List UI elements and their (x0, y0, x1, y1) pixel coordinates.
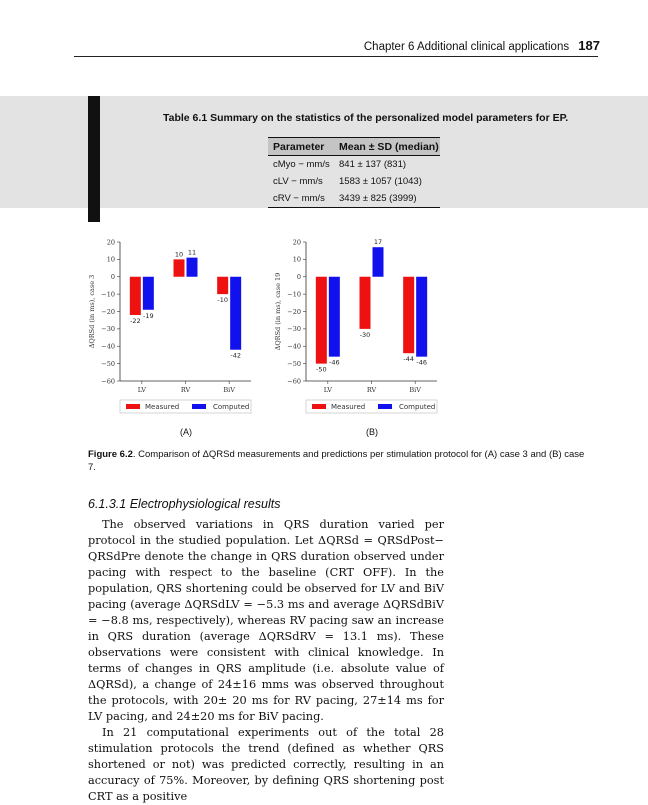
x-tick-label: BiV (409, 386, 421, 394)
paragraph: The observed variations in QRS duration varied per protocol in the studied population. Let ΔQRSd = QRSdPost− QRSdPre denote the change in QRS duration observed under pacing with respect to the baseline (CRT OFF). In the population, QRS shortening could be observed for LV and BiV pacing (average ΔQRSdLV = −5.3 ms and average ΔQRSdBiV = −8.8 ms, respectively), whereas RV pacing saw an increase in QRS duration (average ΔQRSdRV = 13.1 ms). These observations were consistent with clinical knowledge. In terms of changes in QRS amplitude (i.e. absolute value of ΔQRSd), a change of 24±16 mms was observed throughout the protocols, with 20± 20 ms for RV pacing, 27±14 ms for LV pacing, and 24±20 ms for BiV pacing. (88, 518, 444, 723)
figure-caption (88, 448, 588, 474)
panel-label: (A) (180, 427, 192, 437)
bar-computed (329, 277, 340, 357)
y-tick-label: 10 (106, 255, 115, 264)
x-tick-label: BiV (223, 386, 235, 394)
bar-computed (187, 258, 198, 277)
x-tick-label: RV (366, 386, 377, 394)
y-tick-label: −40 (101, 342, 115, 351)
x-tick-label: LV (137, 386, 146, 394)
table-caption: Table 6.1 Summary on the statistics of the personalized model parameters for EP. (163, 112, 569, 124)
data-label: -44 (403, 355, 414, 364)
table-cell-param: cRV − mm/s (273, 193, 325, 204)
y-tick-label: −50 (287, 359, 301, 368)
y-tick-label: −30 (287, 325, 301, 334)
legend-label-measured: Measured (331, 403, 366, 412)
data-label: 17 (373, 238, 383, 247)
legend-swatch-measured (312, 404, 326, 409)
y-tick-label: −60 (287, 377, 301, 386)
panel-label: (B) (366, 427, 378, 437)
y-tick-label: 20 (106, 238, 115, 247)
data-label: 10 (174, 250, 184, 259)
bar-measured (360, 277, 371, 329)
table-cell-value: 1583 ± 1057 (1043) (339, 176, 422, 187)
chapter-title: Chapter 6 Additional clinical applications (363, 41, 570, 53)
x-tick-label: LV (323, 386, 332, 394)
legend-label-computed: Computed (399, 403, 436, 412)
figure-caption-text: . Comparison of ΔQRSd measurements and predictions per stimulation protocol for (A) case 3 and (B) case 7. (88, 449, 585, 473)
y-tick-label: −50 (101, 359, 115, 368)
figure-label: Figure 6.2 (88, 449, 133, 460)
legend-swatch-computed (378, 404, 392, 409)
body-text (88, 517, 444, 805)
data-label: -19 (143, 311, 154, 320)
data-label: -50 (316, 365, 327, 374)
section-heading: 6.1.3.1 Electrophysiological results (88, 497, 281, 511)
page-number: 187 (578, 38, 600, 53)
data-label: -10 (217, 296, 228, 305)
data-label: -42 (230, 351, 241, 360)
y-axis-label: ΔQRSd (in ms), case 19 (274, 272, 282, 351)
y-axis-label: ΔQRSd (in ms), case 3 (88, 274, 96, 349)
bar-measured (174, 259, 185, 276)
legend-label-measured: Measured (145, 403, 180, 412)
y-tick-label: −10 (287, 290, 301, 299)
y-tick-label: −40 (287, 342, 301, 351)
table-header-cell: Mean ± SD (median) (339, 140, 439, 153)
y-tick-label: −20 (101, 307, 115, 316)
paragraph: In 21 computational experiments out of the total 28 stimulation protocols the trend (defined as whether QRS shortened or not) was predicted correctly, resulting in an accuracy of 75%. Moreover, by defining QRS shortening post CRT as a positive (88, 726, 444, 803)
y-tick-label: 0 (110, 273, 115, 282)
bar-measured (403, 277, 414, 353)
y-tick-label: −30 (101, 325, 115, 334)
y-tick-label: −60 (101, 377, 115, 386)
data-label: 11 (187, 248, 197, 257)
bar-measured (217, 277, 228, 294)
data-label: -30 (359, 330, 371, 339)
legend-swatch-measured (126, 404, 140, 409)
bar-computed (416, 277, 427, 357)
table-header-cell: Parameter (273, 140, 325, 153)
bar-measured (316, 277, 327, 364)
y-tick-label: 20 (292, 238, 301, 247)
data-label: -22 (130, 316, 141, 325)
data-label: -46 (329, 358, 340, 367)
table-cell-value: 3439 ± 825 (3999) (339, 193, 417, 204)
legend-label-computed: Computed (213, 403, 250, 412)
data-label: -46 (416, 358, 427, 367)
y-tick-label: −10 (101, 290, 115, 299)
x-tick-label: RV (180, 386, 191, 394)
y-tick-label: 10 (292, 255, 301, 264)
bar-computed (143, 277, 154, 310)
y-tick-label: −20 (287, 307, 301, 316)
table-cell-param: cLV − mm/s (273, 176, 323, 187)
table-cell-param: cMyo − mm/s (273, 159, 330, 170)
table-cell-value: 841 ± 137 (831) (339, 159, 407, 170)
bar-measured (130, 277, 141, 315)
bar-computed (230, 277, 241, 350)
legend-swatch-computed (192, 404, 206, 409)
bar-computed (373, 247, 384, 277)
y-tick-label: 0 (296, 273, 301, 282)
